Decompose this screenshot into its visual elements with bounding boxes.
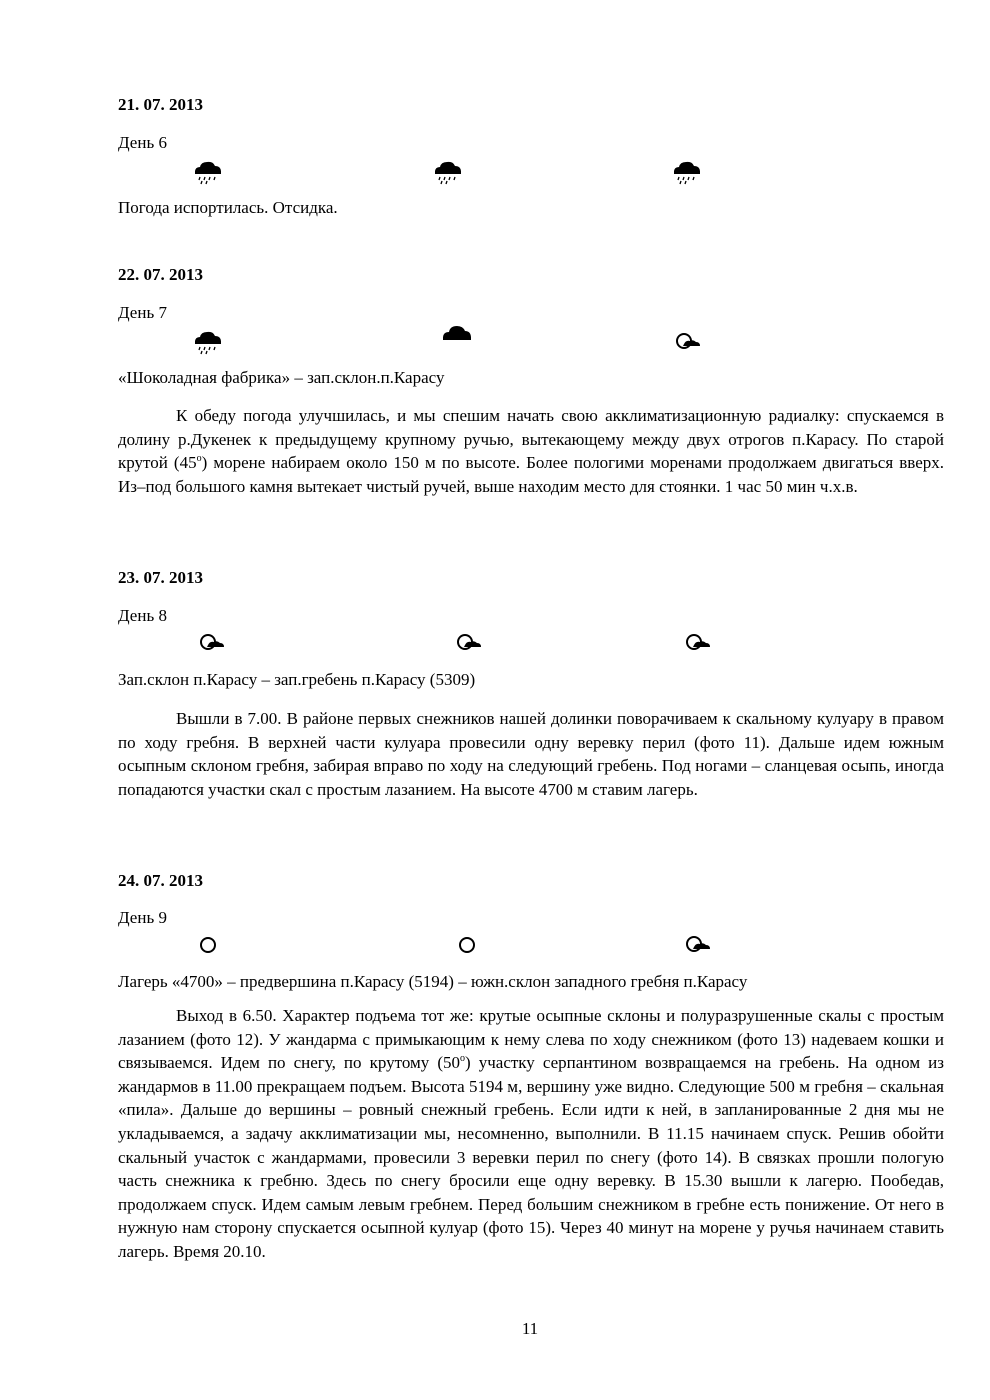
rain-cloud-icon — [431, 159, 465, 185]
entry-route: Лагерь «4700» – предвершина п.Карасу (5194) – южн.склон западного гребня п.Карасу — [118, 972, 748, 991]
page-number: 11 — [521, 1319, 539, 1338]
clear-sun-icon — [191, 932, 225, 958]
entry-route: Зап.склон п.Карасу – зап.гребень п.Карасу (5309) — [118, 670, 476, 689]
entry-date: 21. 07. 2013 — [118, 95, 203, 114]
clear-sun-icon — [450, 932, 484, 958]
partly-cloudy-icon — [680, 932, 714, 958]
entry-route: Погода испортилась. Отсидка. — [118, 198, 338, 217]
partly-cloudy-icon — [670, 329, 704, 355]
partly-cloudy-icon — [451, 630, 485, 656]
entry-day: День 8 — [118, 606, 167, 625]
entry-text: Вышли в 7.00. В районе первых снежников нашей долинки поворачиваем к скальному кулуару в правом по ходу гребня. В верхней части кулуара провесили одну веревку перил (фото 11). Дальше идем южным осыпным склоном гребня, забирая вправо по ходу на следующий гребень. Под ногами – сланцевая осыпь, иногда попадаются участки скал с простым лазанием. На высоте 4700 м ставим лагерь. — [118, 709, 944, 799]
entry-date: 23. 07. 2013 — [118, 568, 203, 587]
entry-day: День 6 — [118, 133, 167, 152]
partly-cloudy-icon — [680, 630, 714, 656]
entry-route: «Шоколадная фабрика» – зап.склон.п.Карасу — [118, 368, 445, 387]
rain-cloud-icon — [191, 159, 225, 185]
entry-text: К обеду погода улучшилась, и мы спешим начать свою акклиматизационную радиалку: спускаемся в долину р.Дукенек к предыдущему крупному ручью, вытекающему между двух отрогов п.Карасу. По старой крутой (45$^o$) морене набираем около 150 м по высоте. Более пологими моренами продолжаем двигаться вверх. Из–под большого камня вытекает чистый ручей, выше находим место для стоянки. 1 час 50 мин ч.х.в. — [118, 406, 945, 496]
entry-date: 22. 07. 2013 — [118, 265, 203, 284]
rain-cloud-icon — [191, 329, 225, 355]
overcast-cloud-icon — [440, 323, 474, 349]
entry-text: Выход в 6.50. Характер подъема тот же: крутые осыпные склоны и полуразрушенные скалы с простым лазанием (фото 12). У жандарма с примыкающим к нему слева по ходу снежником (фото 13) надеваем кошки и связываемся. Идем по снегу, по крутому (50$^o$) участку серпантином возвращаемся на гребень. На одном из жандармов в 11.00 прекращаем подъем. Высота 5194 м, вершину уже видно. Следующие 500 м гребня – скальная «пила». Дальше до вершины – ровный снежный гребень. Если идти к ней, в запланированные 2 дня мы не укладываемся, а задачу акклиматизации мы, несомненно, выполнили. В 11.15 начинаем спуск. Решив обойти скальный участок с жандармами, провесили 3 веревки перил по снегу (фото 14). В связках прошли пологую часть снежника к гребню. Здесь по снегу бросили еще одну веревку. В 15.30 вышли к лагерю. Пообедав, продолжаем спуск. Идем самым левым гребнем. Перед большим снежником в гребне есть понижение. От него в нужную нам сторону спускается осыпной кулуар (фото 15). Через 40 минут на морене у ручья начинаем ставить лагерь. Время 20.10. — [118, 1006, 944, 1261]
partly-cloudy-icon — [194, 630, 228, 656]
entry-date: 24. 07. 2013 — [118, 871, 203, 890]
entry-day: День 9 — [118, 908, 167, 927]
entry-day: День 7 — [118, 303, 167, 322]
rain-cloud-icon — [670, 159, 704, 185]
